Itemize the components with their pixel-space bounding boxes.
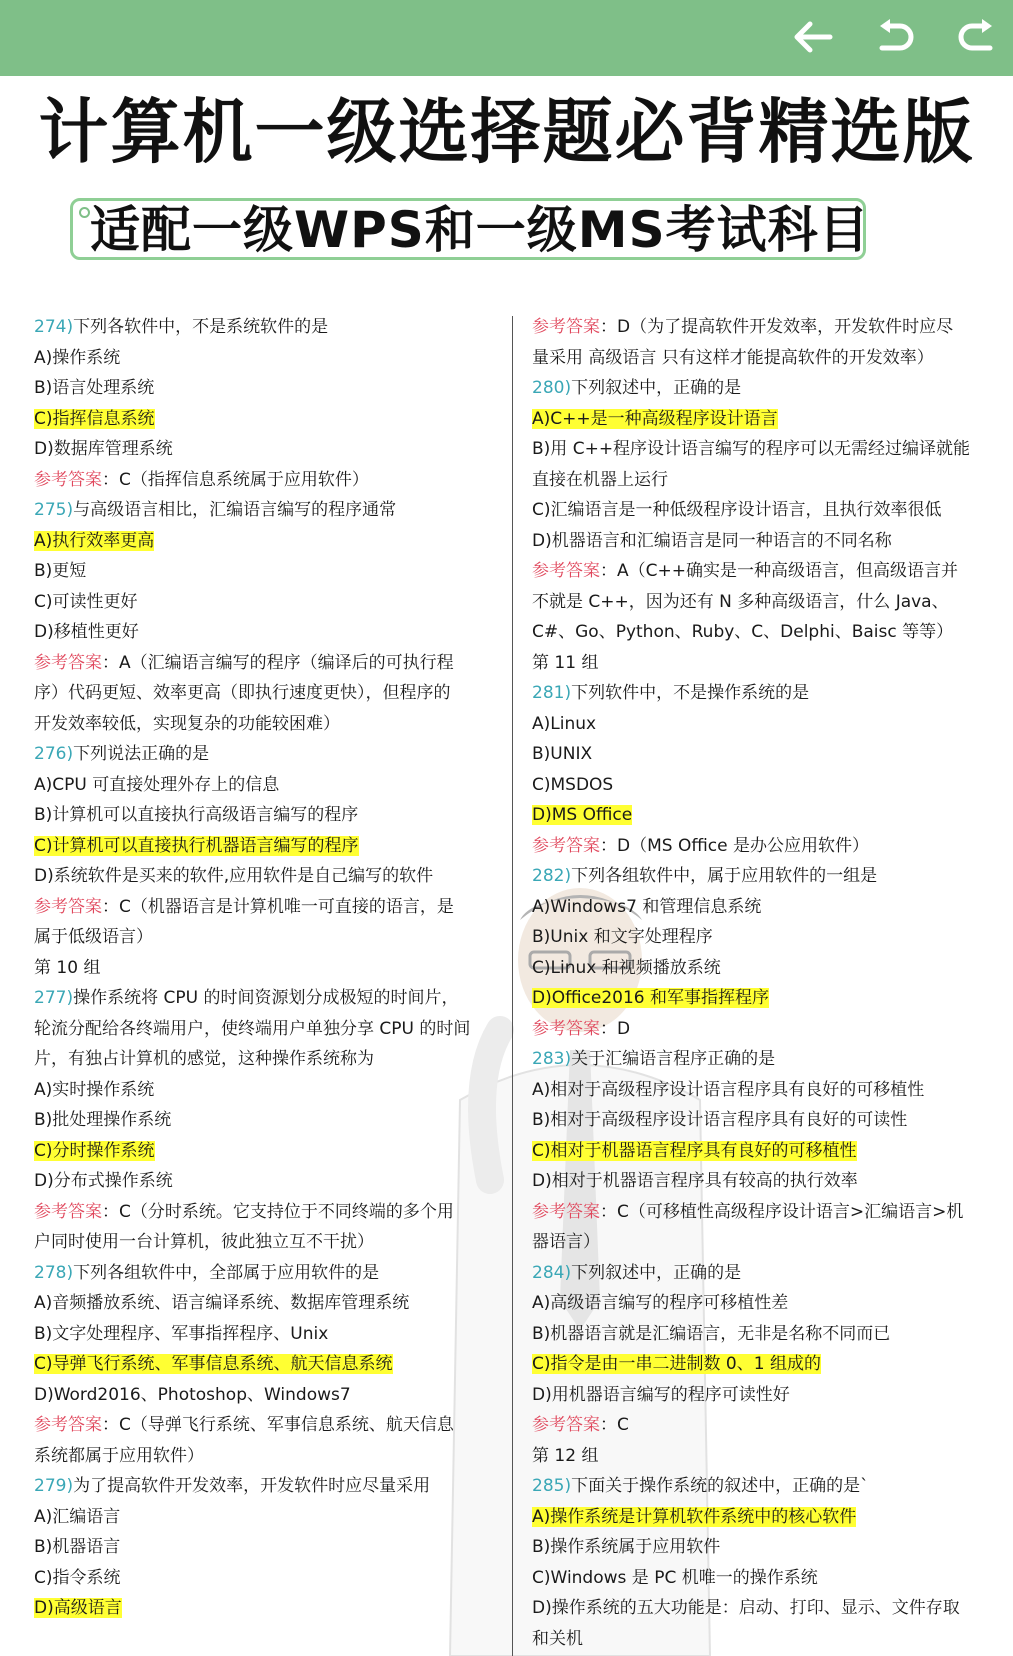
answer-label: 参考答案 bbox=[34, 1415, 102, 1435]
question-number: 283) bbox=[532, 1049, 572, 1069]
text-line: B)相对于高级程序设计语言程序具有良好的可读性 bbox=[532, 1110, 908, 1130]
question-number: 278) bbox=[34, 1262, 74, 1283]
text-line: C#、Go、Python、Ruby、C、Delphi、Baisc 等等） bbox=[532, 622, 954, 642]
answer-label: 参考答案 bbox=[34, 896, 102, 917]
question-line bbox=[34, 1258, 494, 1289]
question-number: 276) bbox=[34, 744, 74, 764]
correct-option-line bbox=[532, 1136, 990, 1167]
question-number: 281) bbox=[532, 683, 572, 703]
question-number: 284) bbox=[532, 1262, 572, 1283]
text-line: D)数据库管理系统 bbox=[34, 439, 173, 459]
answer-line bbox=[532, 312, 990, 343]
highlighted-option-text: D)Office2016 和军事指挥程序 bbox=[532, 988, 770, 1008]
text-line: B)机器语言 bbox=[34, 1537, 121, 1557]
question-text: 操作系统将 CPU 的时间资源划分成极短的时间片， bbox=[73, 988, 459, 1008]
redo-icon bbox=[952, 14, 998, 60]
undo-button[interactable] bbox=[872, 14, 918, 60]
answer-line bbox=[532, 1197, 990, 1228]
text-line: 属于低级语言） bbox=[34, 927, 153, 947]
question-text: 与高级语言相比，汇编语言编写的程序通常 bbox=[73, 500, 397, 520]
answer-text: ：C（分时系统。它支持位于不同终端的多个用 bbox=[102, 1201, 454, 1222]
text-line: A)操作系统 bbox=[34, 347, 121, 368]
undo-icon bbox=[872, 14, 918, 60]
text-line: B)计算机可以直接执行高级语言编写的程序 bbox=[34, 805, 359, 825]
question-number: 274) bbox=[34, 317, 74, 337]
correct-option-line bbox=[34, 831, 494, 862]
bullet-dot-icon bbox=[79, 207, 90, 218]
page-title: 计算机一级选择题必背精选版 bbox=[38, 91, 975, 173]
text-line: A)实时操作系统 bbox=[34, 1079, 155, 1100]
answer-line bbox=[532, 556, 990, 587]
question-text: 下列叙述中，正确的是 bbox=[571, 1262, 742, 1283]
text-line: D)相对于机器语言程序具有较高的执行效率 bbox=[532, 1171, 858, 1191]
text-line: C)指令系统 bbox=[34, 1567, 121, 1588]
highlighted-option-text: C)指令是由一串二进制数 0、1 组成的 bbox=[532, 1354, 821, 1374]
question-text: 关于汇编语言程序正确的是 bbox=[571, 1049, 776, 1069]
text-line: C)汇编语言是一种低级程序设计语言，且执行效率很低 bbox=[532, 500, 942, 520]
text-line: 不就是 C++，因为还有 N 多种高级语言，什么 Java、 bbox=[532, 591, 949, 612]
highlighted-option-text: A)执行效率更高 bbox=[34, 530, 155, 551]
answer-text: ：C（机器语言是计算机唯一可直接的语言，是 bbox=[102, 896, 454, 917]
text-line: B)批处理操作系统 bbox=[34, 1110, 172, 1130]
question-text: 为了提高软件开发效率，开发软件时应尽量采用 bbox=[73, 1476, 431, 1496]
answer-line bbox=[532, 831, 990, 862]
answer-line bbox=[532, 1410, 990, 1441]
answer-text: ：D bbox=[600, 1018, 631, 1039]
correct-option-line bbox=[34, 1136, 494, 1167]
correct-option-line bbox=[532, 1349, 990, 1380]
answer-text: ：D（为了提高软件开发效率，开发软件时应尽 bbox=[600, 317, 954, 337]
text-line: 系统都属于应用软件） bbox=[34, 1445, 204, 1466]
question-line bbox=[34, 312, 494, 343]
text-line: C)Linux 和视频播放系统 bbox=[532, 957, 721, 978]
text-line: D)Word2016、Photoshop、Windows7 bbox=[34, 1384, 351, 1405]
answer-label: 参考答案 bbox=[532, 1415, 600, 1435]
question-line bbox=[532, 1044, 990, 1075]
text-line: B)机器语言就是汇编语言，无非是名称不同而已 bbox=[532, 1323, 891, 1344]
text-line: B)更短 bbox=[34, 561, 87, 581]
text-line: 直接在机器上运行 bbox=[532, 469, 668, 490]
text-line: A)相对于高级程序设计语言程序具有良好的可移植性 bbox=[532, 1079, 925, 1100]
answer-line bbox=[34, 648, 494, 679]
question-line bbox=[532, 373, 990, 404]
text-line: B)用 C++程序设计语言编写的程序可以无需经过编译就能 bbox=[532, 439, 971, 459]
correct-option-line bbox=[34, 526, 494, 557]
question-text: 下列说法正确的是 bbox=[73, 744, 210, 764]
answer-text: ：D（MS Office 是办公应用软件） bbox=[600, 835, 869, 856]
correct-option-line bbox=[532, 1502, 990, 1533]
question-text: 下列叙述中，正确的是 bbox=[571, 378, 742, 398]
correct-option-line bbox=[34, 1349, 494, 1380]
answer-label: 参考答案 bbox=[532, 1018, 600, 1039]
text-line: 序）代码更短、效率更高（即执行速度更快），但程序的 bbox=[34, 683, 451, 703]
text-line: A)音频播放系统、语言编译系统、数据库管理系统 bbox=[34, 1293, 410, 1313]
question-number: 275) bbox=[34, 500, 74, 520]
text-line: B)文字处理程序、军事指挥程序、Unix bbox=[34, 1323, 329, 1344]
question-line bbox=[532, 1471, 990, 1502]
top-toolbar bbox=[0, 0, 1013, 76]
answer-line bbox=[34, 465, 494, 496]
text-line: 和关机 bbox=[532, 1628, 583, 1649]
correct-option-line bbox=[532, 404, 990, 435]
left-column bbox=[34, 312, 494, 1624]
question-line bbox=[34, 1471, 494, 1502]
correct-option-line bbox=[34, 404, 494, 435]
answer-label: 参考答案 bbox=[34, 1201, 102, 1222]
answer-label: 参考答案 bbox=[532, 317, 600, 337]
question-line bbox=[34, 983, 494, 1014]
page-subtitle: 适配一级WPS和一级MS考试科目 bbox=[90, 201, 870, 259]
text-line: 器语言） bbox=[532, 1232, 600, 1252]
answer-text: ：C bbox=[600, 1415, 629, 1435]
text-line: 第 11 组 bbox=[532, 652, 599, 673]
answer-label: 参考答案 bbox=[532, 561, 600, 581]
question-text: 下列各组软件中，全部属于应用软件的是 bbox=[73, 1262, 380, 1283]
text-line: B)语言处理系统 bbox=[34, 378, 155, 398]
right-column bbox=[532, 312, 990, 1654]
text-line: B)UNIX bbox=[532, 744, 593, 764]
highlighted-option-text: C)分时操作系统 bbox=[34, 1140, 155, 1161]
text-line: D)系统软件是买来的软件,应用软件是自己编写的软件 bbox=[34, 866, 434, 886]
answer-text: ：C（指挥信息系统属于应用软件） bbox=[102, 469, 369, 490]
highlighted-option-text: C)导弹飞行系统、军事信息系统、航天信息系统 bbox=[34, 1354, 393, 1374]
answer-line bbox=[34, 1410, 494, 1441]
question-number: 285) bbox=[532, 1476, 572, 1496]
text-line: 第 12 组 bbox=[532, 1445, 599, 1466]
redo-button[interactable] bbox=[952, 14, 998, 60]
text-line: A)Windows7 和管理信息系统 bbox=[532, 896, 762, 917]
answer-text: ：C（可移植性高级程序设计语言>汇编语言>机 bbox=[600, 1201, 964, 1222]
answer-text: ：A（C++确实是一种高级语言，但高级语言并 bbox=[600, 561, 958, 581]
text-line: C)可读性更好 bbox=[34, 591, 138, 612]
answer-label: 参考答案 bbox=[34, 652, 102, 673]
highlighted-option-text: C)计算机可以直接执行机器语言编写的程序 bbox=[34, 835, 359, 856]
question-line bbox=[532, 678, 990, 709]
text-line: A)Linux bbox=[532, 713, 597, 734]
text-line: B)操作系统属于应用软件 bbox=[532, 1537, 721, 1557]
text-line: A)汇编语言 bbox=[34, 1506, 121, 1527]
text-line: C)Windows 是 PC 机唯一的操作系统 bbox=[532, 1567, 818, 1588]
question-number: 279) bbox=[34, 1476, 74, 1496]
text-line: 轮流分配给各终端用户，使终端用户单独分享 CPU 的时间 bbox=[34, 1018, 471, 1039]
text-line: D)操作系统的五大功能是：启动、打印、显示、文件存取 bbox=[532, 1598, 960, 1618]
text-line: D)移植性更好 bbox=[34, 622, 139, 642]
highlighted-option-text: D)高级语言 bbox=[34, 1598, 122, 1618]
text-line: A)高级语言编写的程序可移植性差 bbox=[532, 1293, 789, 1313]
text-line: D)用机器语言编写的程序可读性好 bbox=[532, 1384, 790, 1405]
text-line: 第 10 组 bbox=[34, 957, 101, 978]
question-text: 下列各组软件中，属于应用软件的一组是 bbox=[571, 866, 878, 886]
question-line bbox=[34, 739, 494, 770]
answer-text: ：A（汇编语言编写的程序（编译后的可执行程 bbox=[102, 652, 454, 673]
answer-label: 参考答案 bbox=[34, 469, 102, 490]
question-text: 下面关于操作系统的叙述中，正确的是` bbox=[571, 1476, 869, 1496]
answer-line bbox=[34, 1197, 494, 1228]
column-divider bbox=[512, 316, 513, 1656]
text-line: 开发效率较低，实现复杂的功能较困难） bbox=[34, 713, 340, 734]
answer-label: 参考答案 bbox=[532, 1201, 600, 1222]
back-button[interactable] bbox=[790, 14, 836, 60]
question-line bbox=[532, 861, 990, 892]
correct-option-line bbox=[532, 800, 990, 831]
question-number: 280) bbox=[532, 378, 572, 398]
highlighted-option-text: D)MS Office bbox=[532, 805, 633, 825]
correct-option-line bbox=[532, 983, 990, 1014]
highlighted-option-text: A)C++是一种高级程序设计语言 bbox=[532, 408, 778, 429]
arrow-left-icon bbox=[790, 14, 836, 60]
answer-line bbox=[34, 892, 494, 923]
text-line: 量采用 高级语言 只有这样才能提高软件的开发效率） bbox=[532, 347, 934, 368]
question-line bbox=[532, 1258, 990, 1289]
text-line: B)Unix 和文字处理程序 bbox=[532, 927, 713, 947]
question-line bbox=[34, 495, 494, 526]
text-line: D)分布式操作系统 bbox=[34, 1171, 173, 1191]
question-number: 282) bbox=[532, 866, 572, 886]
answer-label: 参考答案 bbox=[532, 835, 600, 856]
highlighted-option-text: A)操作系统是计算机软件系统中的核心软件 bbox=[532, 1506, 857, 1527]
highlighted-option-text: C)相对于机器语言程序具有良好的可移植性 bbox=[532, 1140, 857, 1161]
correct-option-line bbox=[34, 1593, 494, 1624]
text-line: D)机器语言和汇编语言是同一种语言的不同名称 bbox=[532, 530, 892, 551]
text-line: 户同时使用一台计算机，彼此独立互不干扰） bbox=[34, 1232, 374, 1252]
text-line: A)CPU 可直接处理外存上的信息 bbox=[34, 774, 280, 795]
answer-text: ：C（导弹飞行系统、军事信息系统、航天信息 bbox=[102, 1415, 454, 1435]
question-text: 下列各软件中，不是系统软件的是 bbox=[73, 317, 329, 337]
text-line: C)MSDOS bbox=[532, 774, 614, 795]
question-text: 下列软件中，不是操作系统的是 bbox=[571, 683, 810, 703]
answer-line bbox=[532, 1014, 990, 1045]
highlighted-option-text: C)指挥信息系统 bbox=[34, 408, 155, 429]
text-line: 片，有独占计算机的感觉，这种操作系统称为 bbox=[34, 1049, 374, 1069]
question-number: 277) bbox=[34, 988, 74, 1008]
